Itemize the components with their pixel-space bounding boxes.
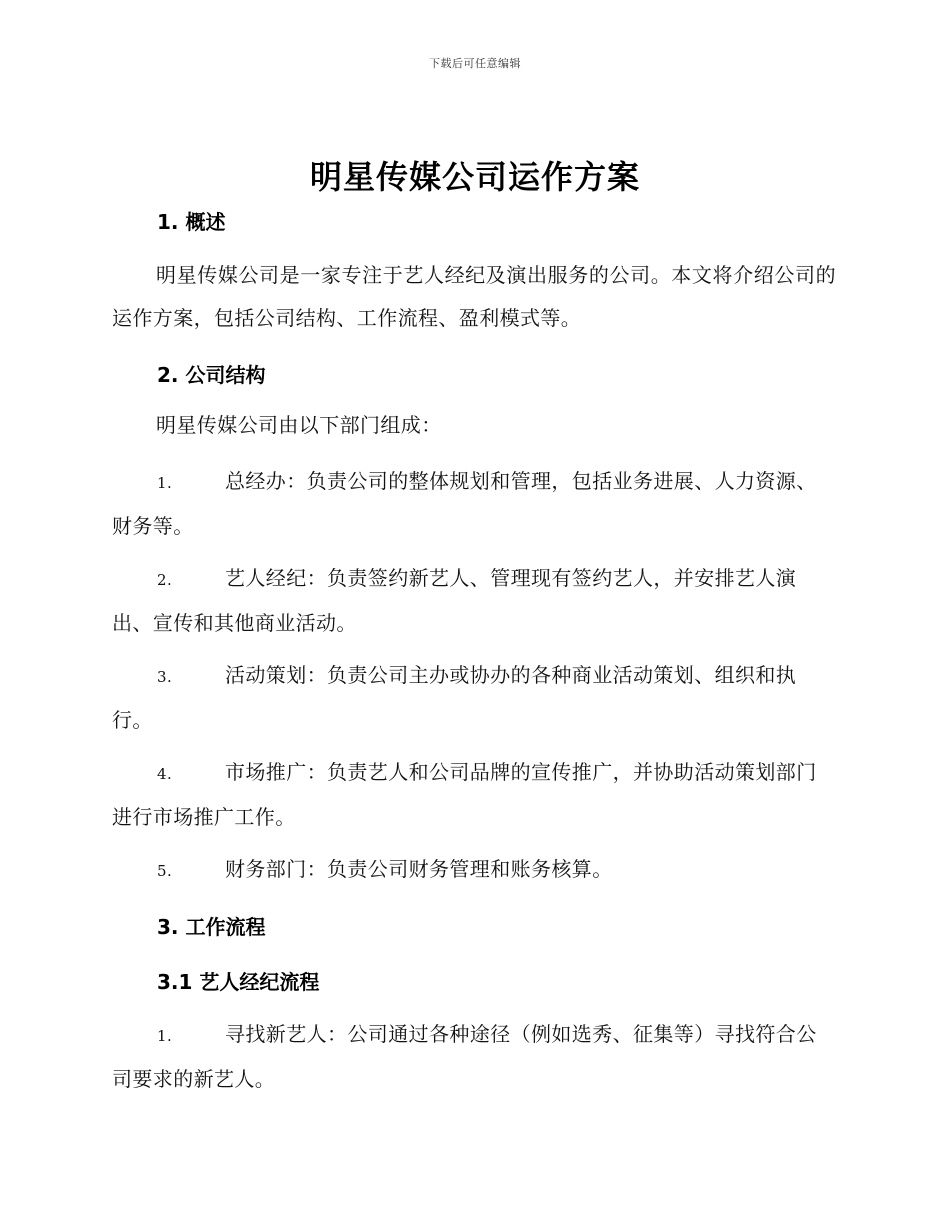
list-number: 1. [157,1027,173,1045]
list-text: 寻找新艺人：公司通过各种途径（例如选秀、征集等）寻找符合公司要求的新艺人。 [112,1022,817,1091]
list-item [112,751,836,839]
section-heading-structure: 2. 公司结构 [157,363,266,387]
list-number: 1. [157,474,173,492]
list-text: 财务部门：负责公司财务管理和账务核算。 [225,857,613,881]
list-number: 4. [157,765,173,783]
list-text: 市场推广：负责艺人和公司品牌的宣传推广，并协助活动策划部门进行市场推广工作。 [112,760,817,829]
subsection-heading-artist-management: 3.1 艺人经纪流程 [157,970,320,994]
section-heading-overview: 1. 概述 [157,210,226,234]
overview-paragraph: 明星传媒公司是一家专注于艺人经纪及演出服务的公司。本文将介绍公司的运作方案，包括公司结构、工作流程、盈利模式等。 [112,263,836,330]
list-text: 总经办：负责公司的整体规划和管理，包括业务进展、人力资源、财务等。 [112,469,817,538]
list-item [112,848,836,893]
header-note: 下载后可任意编辑 [429,57,521,70]
list-number: 3. [157,668,173,686]
list-item [112,1013,836,1101]
list-item [112,557,836,645]
section-heading-workflow: 3. 工作流程 [157,915,266,939]
structure-intro: 明星传媒公司由以下部门组成： [156,413,442,437]
list-text: 艺人经纪：负责签约新艺人、管理现有签约艺人，并安排艺人演出、宣传和其他商业活动。 [112,566,797,635]
list-item [112,654,836,742]
list-item [112,460,836,548]
document-title: 明星传媒公司运作方案 [309,158,640,196]
list-number: 5. [157,862,173,880]
list-number: 2. [157,571,173,589]
list-text: 活动策划：负责公司主办或协办的各种商业活动策划、组织和执行。 [112,663,797,732]
